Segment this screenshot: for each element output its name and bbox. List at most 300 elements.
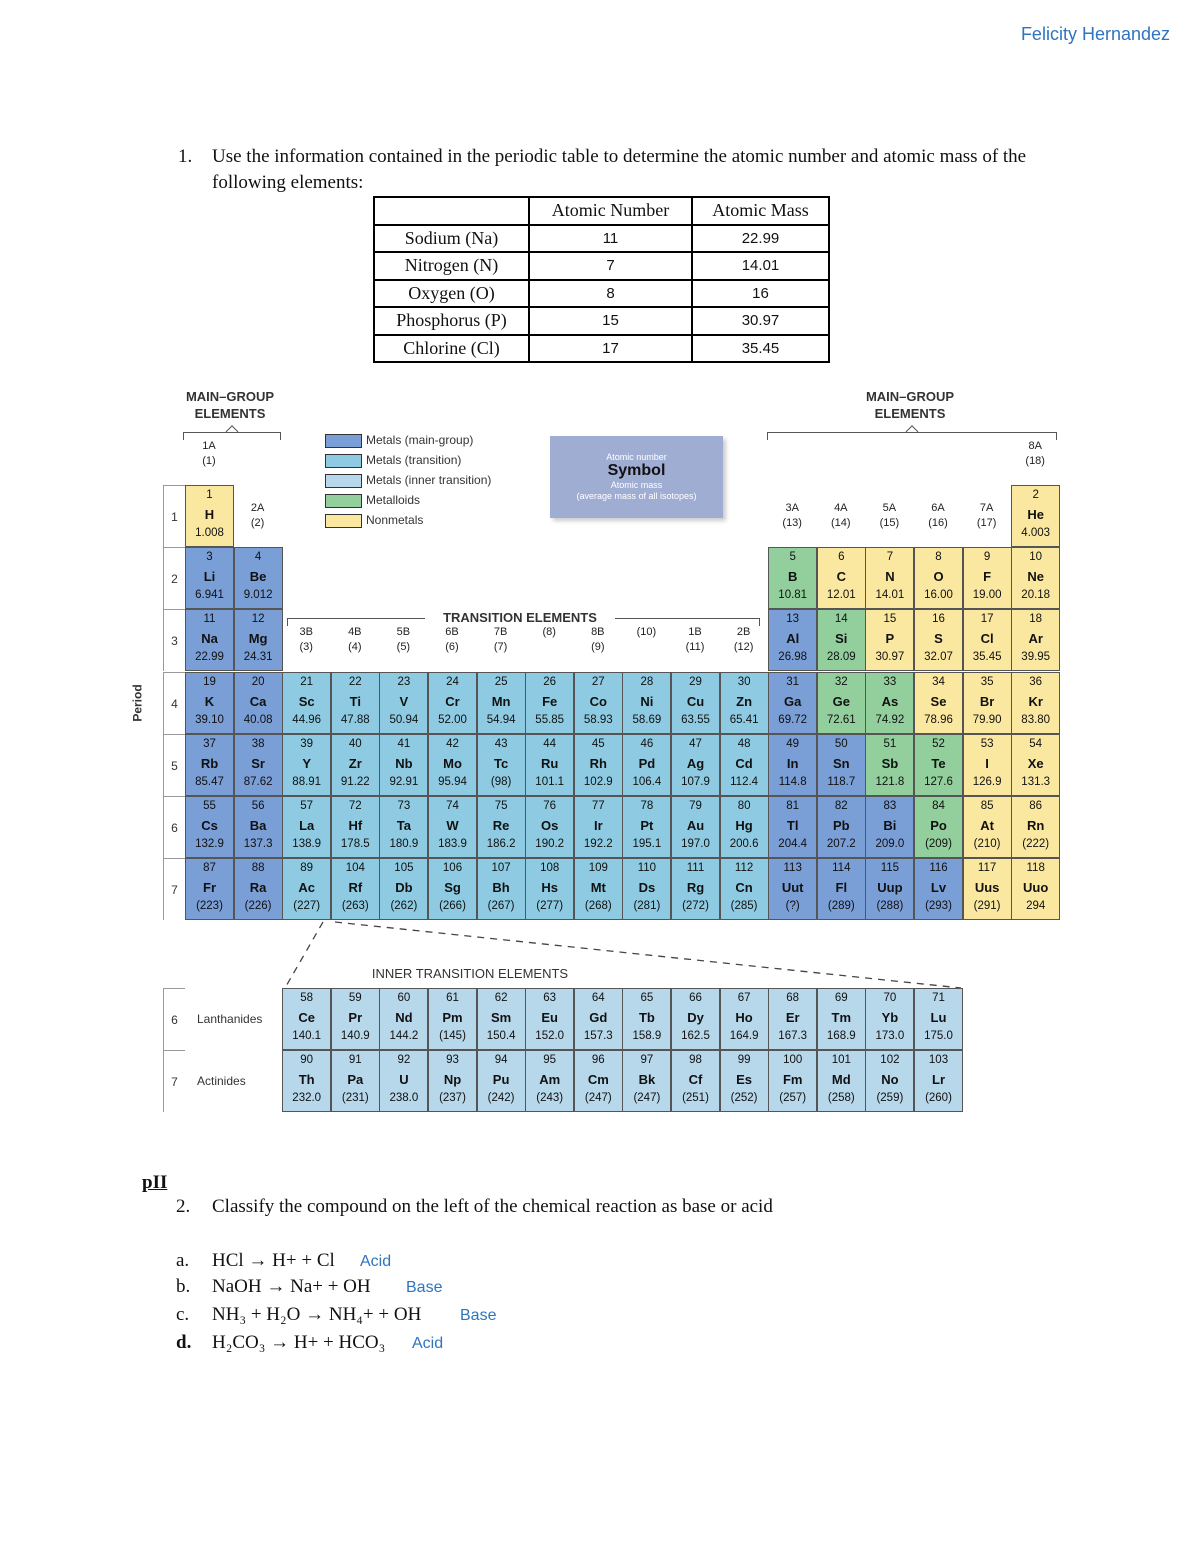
element-symbol: Cu [686,693,705,709]
atomic-mass: 65.41 [729,713,759,726]
element-cell [817,609,866,671]
element-symbol: Nd [395,1010,413,1025]
element-symbol: Tb [638,1010,655,1025]
atomic-number-cell[interactable]: 8 [529,280,692,308]
element-cell [622,734,671,796]
element-cell [768,796,817,858]
atomic-number: 89 [300,862,314,875]
atomic-mass: (?) [785,900,800,913]
group-number: (2) [250,517,265,529]
atomic-number: 5 [789,551,796,564]
atomic-mass: (263) [341,900,369,913]
element-symbol: Co [589,693,607,709]
atomic-mass: 140.9 [340,1030,370,1042]
element-cell [477,672,526,734]
group-label: 2B [736,626,751,639]
atomic-mass: 114.8 [778,775,807,788]
atomic-number: 66 [689,992,702,1004]
group-label: 1A [202,439,216,452]
atomic-number: 84 [932,800,945,812]
atomic-mass: 118.7 [827,775,856,788]
period-number: 6 [163,988,185,1050]
atomic-number: 113 [783,862,802,875]
element-cell [282,1050,331,1112]
atomic-number: 75 [494,800,508,812]
atomic-number: 25 [494,675,508,688]
element-symbol: Uup [877,880,903,896]
element-cell [865,796,914,858]
atomic-mass: (259) [876,1092,904,1105]
atomic-mass: 10.81 [778,589,808,602]
atomic-mass: 79.90 [972,713,1002,726]
atomic-mass: 168.9 [826,1030,856,1042]
element-cell [282,796,331,858]
atomic-number: 65 [640,992,654,1004]
table-row [374,280,829,308]
atomic-number-cell[interactable]: 15 [529,307,692,335]
atomic-number: 6 [838,551,845,564]
atomic-mass: 9.012 [243,589,273,602]
element-symbol: Zn [736,693,753,709]
element-cell [574,988,623,1050]
element-symbol: Sm [490,1010,512,1025]
element-cell [720,1050,769,1112]
atomic-number: 114 [832,862,851,875]
atomic-mass: 197.0 [681,838,710,850]
element-symbol: Es [736,1072,753,1088]
element-symbol: Pb [832,818,850,833]
atomic-number: 19 [203,675,216,688]
group-label: 2A [250,502,265,514]
atomic-mass-cell[interactable]: 35.45 [692,335,829,363]
element-symbol: Fl [835,880,848,896]
group-label: 6B [445,626,459,639]
element-cell [671,988,720,1050]
element-cell [525,672,574,734]
main-group-label-left: MAIN–GROUP ELEMENTS [185,389,275,421]
atomic-mass: 107.9 [681,775,710,788]
element-symbol: C [836,569,846,585]
atomic-number: 76 [543,800,557,812]
element-symbol: He [1027,507,1044,522]
element-symbol: Gd [589,1010,608,1025]
element-symbol: Ac [298,880,315,896]
element-cell [234,547,283,609]
atomic-mass: 47.88 [340,713,370,726]
atomic-number: 47 [689,737,702,750]
element-symbol: Na [201,631,218,647]
atomic-number: 104 [345,862,365,875]
element-symbol: Ho [735,1010,753,1025]
period-number: 3 [163,609,185,671]
reaction-equation: HCl → H+ + Cl [212,1250,335,1271]
period-number: 7 [163,858,185,920]
atomic-number: 27 [591,675,605,688]
atomic-number: 102 [880,1054,900,1067]
atomic-number: 110 [637,862,657,875]
element-symbol: Si [835,631,848,647]
atomic-mass: 238.0 [389,1092,419,1105]
atomic-mass: (237) [439,1092,466,1105]
element-symbol: N [885,569,895,585]
atomic-number: 55 [203,800,216,812]
legend-label: Metalloids [366,493,421,507]
atomic-mass: 126.9 [972,775,1002,788]
atomic-mass: (258) [827,1092,855,1105]
atomic-mass: 28.09 [826,651,856,664]
element-cell [185,547,234,609]
atomic-number: 43 [494,737,508,750]
element-symbol: Xe [1027,755,1044,771]
item-letter: d. [176,1332,192,1353]
atomic-mass: 162.5 [681,1030,710,1042]
element-cell [720,796,769,858]
atomic-mass: 83.80 [1021,713,1051,726]
atomic-mass: 167.3 [778,1030,808,1042]
atomic-number: 33 [883,675,897,688]
atomic-mass: (291) [973,900,1001,913]
atomic-number: 61 [446,992,459,1004]
element-symbol: Md [831,1072,851,1088]
atomic-number: 68 [786,992,800,1004]
atomic-number: 44 [543,737,557,750]
atomic-mass: 190.2 [535,838,565,850]
element-symbol: In [786,755,799,771]
atomic-mass: 207.2 [826,838,856,850]
atomic-number: 117 [977,862,997,875]
atomic-mass: 200.6 [729,838,759,850]
element-symbol: Dy [687,1010,704,1025]
atomic-mass-cell[interactable]: 16 [692,280,829,308]
atomic-mass: 85.47 [195,775,224,788]
atomic-mass: (231) [341,1092,369,1105]
atomic-mass: 102.9 [583,775,613,788]
atomic-mass: 63.55 [681,713,710,726]
group-label: 8A [1028,439,1042,452]
atomic-number: 13 [786,613,800,626]
atomic-mass: 127.6 [924,775,953,788]
element-cell [1011,734,1060,796]
atomic-number: 74 [446,800,459,812]
atomic-number: 50 [834,737,848,750]
atomic-mass: (247) [584,1092,612,1105]
atomic-number: 59 [348,992,362,1004]
atomic-number: 115 [880,862,900,875]
atomic-mass: 175.0 [924,1030,953,1042]
atomic-mass: 20.18 [1021,589,1051,602]
element-cell [525,988,574,1050]
atomic-number: 42 [446,737,459,750]
element-cell [525,734,574,796]
element-symbol: Ca [249,693,267,709]
atomic-mass: 30.97 [875,651,905,664]
group-number: (12) [733,641,754,654]
atomic-number: 21 [300,675,314,688]
item-letter: b. [176,1276,191,1297]
element-cell [1011,672,1060,734]
table-corner [374,197,529,225]
element-symbol: Mn [491,693,511,709]
atomic-mass: 112.4 [730,775,759,788]
atomic-mass: 19.00 [972,589,1002,602]
atomic-number: 77 [591,800,605,812]
element-symbol: Ra [249,880,267,896]
element-cell [1011,609,1060,671]
atomic-number: 11 [203,613,216,626]
atomic-number: 15 [883,613,897,626]
element-symbol: Hg [735,818,753,833]
period-number: 1 [163,485,185,547]
legend-swatch [325,514,362,528]
group-header [768,493,816,541]
atomic-mass: 164.9 [729,1030,759,1042]
question-1-number: 1. [178,146,193,167]
group-number: (13) [782,517,802,529]
lanthanides-label: Lanthanides [197,1012,263,1026]
atomic-number: 57 [300,800,314,812]
atomic-number: 82 [834,800,848,812]
element-cell [282,672,331,734]
atomic-number: 10 [1029,551,1043,564]
group-number: (16) [928,517,948,529]
group-label: 3A [785,502,799,514]
element-symbol: Mo [443,755,462,771]
element-cell [963,734,1012,796]
atomic-number-cell[interactable]: 11 [529,225,692,253]
group-number: (14) [831,517,851,529]
element-cell [914,1050,963,1112]
legend-swatch [325,434,362,448]
element-symbol: Tl [786,818,799,833]
element-name: Nitrogen (N) [374,252,529,280]
element-symbol: Pr [348,1010,363,1025]
atomic-mass: (222) [1022,838,1050,850]
element-symbol: O [933,569,944,585]
legend-swatch [325,474,362,488]
atomic-mass: 58.69 [632,713,662,726]
atomic-mass: 44.96 [292,713,322,726]
atomic-mass: (145) [439,1030,466,1042]
atomic-number: 62 [494,992,508,1004]
element-cell [963,672,1012,734]
element-cell [914,734,963,796]
atomic-number: 103 [928,1054,949,1067]
atomic-number: 64 [591,992,605,1004]
atomic-mass-cell[interactable]: 22.99 [692,225,829,253]
answer-text[interactable]: Base [406,1279,443,1296]
atomic-mass: 186.2 [486,838,516,850]
atomic-number: 56 [251,800,265,812]
atomic-number: 71 [932,992,945,1004]
legend-label: Metals (inner transition) [366,473,492,487]
atomic-mass: (262) [390,900,418,913]
element-symbol: Nb [395,755,413,771]
atomic-number: 67 [737,992,751,1004]
element-cell [768,547,817,609]
element-cell [379,672,428,734]
element-symbol: Ce [298,1010,315,1025]
atomic-mass: 92.91 [389,775,419,788]
element-symbol: Ge [832,693,850,709]
key-symbol: Symbol [607,462,666,479]
atomic-number: 70 [883,992,897,1004]
atomic-number: 3 [206,551,213,564]
atomic-number: 105 [394,862,414,875]
atomic-number: 72 [348,800,362,812]
atomic-number: 20 [251,675,265,688]
periodic-table [130,380,1070,1125]
atomic-mass: (260) [925,1092,952,1105]
atomic-mass: 6.941 [195,589,224,602]
atomic-mass: 16.00 [924,589,953,602]
atomic-number: 49 [786,737,800,750]
element-cell [865,988,914,1050]
element-cell [477,734,526,796]
atomic-number: 90 [300,1054,314,1067]
atomic-mass: (266) [439,900,466,913]
atomic-number: 63 [543,992,557,1004]
element-symbol: Br [979,693,995,709]
element-cell [379,1050,428,1112]
answer-text[interactable]: Acid [360,1253,392,1270]
element-symbol: Sg [444,880,461,896]
atomic-mass-cell[interactable]: 14.01 [692,252,829,280]
atomic-mass: (267) [487,900,515,913]
element-cell [720,734,769,796]
element-cell [331,672,380,734]
element-symbol: Sn [832,755,850,771]
element-symbol: Bk [638,1072,656,1088]
answer-text[interactable]: Base [460,1307,497,1324]
element-cell [574,796,623,858]
element-symbol: Bi [883,818,897,833]
element-symbol: H [204,507,215,522]
atomic-mass: (252) [730,1092,758,1105]
inner-transition-label: INNER TRANSITION ELEMENTS [371,966,569,981]
atomic-number: 96 [591,1054,605,1067]
element-symbol: Uus [974,880,1000,896]
element-cell [185,485,234,547]
atomic-number: 45 [591,737,605,750]
element-cell [428,734,477,796]
atomic-number: 36 [1029,675,1043,688]
answer-text[interactable]: Acid [412,1335,444,1352]
element-cell [185,796,234,858]
atomic-number: 40 [348,737,362,750]
element-symbol: Ag [686,755,705,771]
element-symbol: Cl [980,631,994,647]
atomic-number: 17 [980,613,994,626]
element-cell [185,734,234,796]
element-cell [817,1050,866,1112]
atomic-mass: 157.3 [583,1030,613,1042]
element-cell [671,734,720,796]
element-cell [768,672,817,734]
atomic-mass: 88.91 [292,775,322,788]
atomic-number: 38 [251,737,265,750]
atomic-number: 51 [883,737,897,750]
element-symbol: Pu [492,1072,510,1088]
element-cell [525,796,574,858]
atomic-mass: (98) [490,775,512,788]
atomic-number: 112 [734,862,754,875]
atomic-mass: 232.0 [292,1092,322,1105]
atomic-number: 41 [397,737,411,750]
group-label: 7A [979,502,994,514]
atomic-number: 93 [446,1054,459,1067]
atomic-number: 26 [543,675,557,688]
element-cell [817,734,866,796]
atomic-mass: (251) [682,1092,709,1105]
atomic-number: 100 [783,1054,803,1067]
atomic-mass-cell[interactable]: 30.97 [692,307,829,335]
atomic-mass: 14.01 [875,589,905,602]
group-label: 3B [299,626,313,639]
atomic-number-cell[interactable]: 17 [529,335,692,363]
atomic-number: 16 [932,613,945,626]
header-atomic-mass: Atomic Mass [692,197,829,225]
atomic-mass: (243) [536,1092,564,1105]
element-cell [720,672,769,734]
element-name: Sodium (Na) [374,225,529,253]
group-label: 4A [834,502,848,514]
element-cell [817,988,866,1050]
atomic-number-cell[interactable]: 7 [529,252,692,280]
group-label: 4B [348,626,362,639]
atomic-mass: 32.07 [924,651,953,664]
legend-label: Metals (transition) [366,453,462,467]
element-cell [622,1050,671,1112]
table-row [374,225,829,253]
element-symbol: Al [786,631,800,647]
atomic-mass: 35.45 [972,651,1002,664]
element-symbol: S [934,631,943,647]
atomic-mass: 173.0 [875,1030,905,1042]
atomic-mass: 24.31 [243,651,273,664]
element-cell [963,796,1012,858]
element-symbol: Mg [248,631,268,647]
atomic-mass: (285) [730,900,758,913]
period-number: 6 [163,796,185,858]
atomic-number: 2 [1032,489,1039,501]
element-symbol: Hf [348,818,363,833]
element-symbol: Ti [349,693,361,709]
atomic-mass: 78.96 [924,713,953,726]
element-name: Phosphorus (P) [374,307,529,335]
atomic-mass: 12.01 [826,589,856,602]
legend-item [325,433,473,448]
element-cell [477,796,526,858]
element-cell [865,609,914,671]
atomic-number: 37 [203,737,216,750]
atomic-number: 99 [737,1054,751,1067]
legend-label: Metals (main-group) [366,433,474,447]
atomic-number: 9 [983,551,991,564]
atomic-mass: (227) [293,900,321,913]
element-symbol: Ta [396,818,411,833]
element-symbol: Th [298,1072,315,1088]
group-label: 5B [396,626,411,639]
group-header [865,493,913,541]
element-cell [574,1050,623,1112]
atomic-mass: 150.4 [486,1030,516,1042]
element-symbol: Rn [1027,818,1045,833]
atomic-number: 58 [300,992,314,1004]
atomic-number: 116 [929,862,948,875]
atomic-number: 109 [588,862,608,875]
legend-item [325,513,423,528]
group-header [185,431,233,479]
